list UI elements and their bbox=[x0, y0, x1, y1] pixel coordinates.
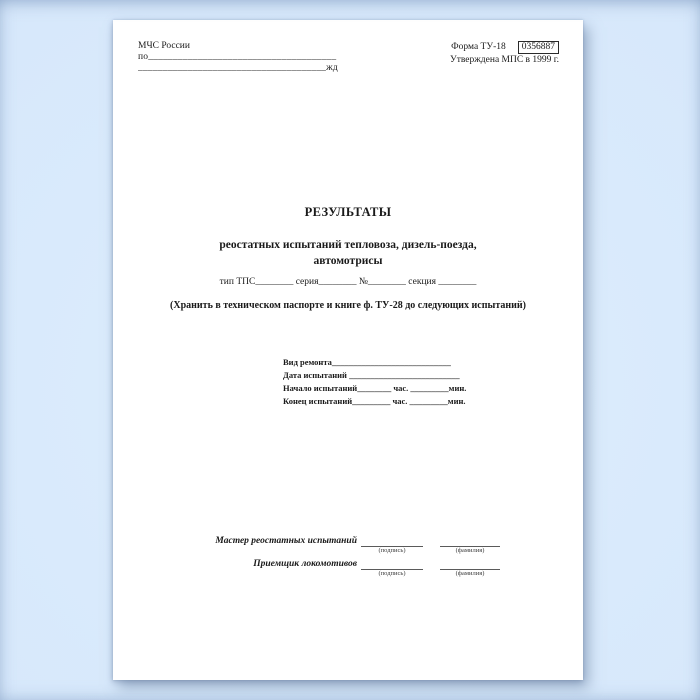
signature-row-master bbox=[113, 536, 500, 555]
name-column bbox=[440, 537, 500, 555]
field-test-end: Конец испытаний_________ час. _________мин. bbox=[283, 396, 466, 406]
title-block bbox=[113, 205, 583, 311]
field-repair-type: Вид ремонта____________________________ bbox=[283, 357, 451, 367]
type-series-line: тип ТПС________ серия________ №________ секция ________ bbox=[219, 277, 477, 287]
form-code: Форма ТУ-18 bbox=[451, 42, 506, 52]
approval-note: Утверждена МПС в 1999 г. bbox=[449, 55, 559, 65]
signature-column bbox=[361, 537, 423, 555]
header-fill-line-zhd: ______________________________________жд bbox=[138, 63, 338, 73]
fields-block bbox=[283, 356, 466, 408]
signature-line bbox=[361, 560, 423, 570]
field-test-start: Начало испытаний________ час. _________мин. bbox=[283, 383, 467, 393]
form-number: 0356887 bbox=[521, 42, 555, 52]
name-line bbox=[440, 560, 500, 570]
signature-label-receiver: Приемщик локомотивов bbox=[253, 559, 357, 569]
header-fill-line-po: по______________________________________ bbox=[138, 52, 337, 62]
storage-note: (Хранить в техническом паспорте и книге ф. ТУ-28 до следующих испытаний) bbox=[170, 300, 526, 311]
document-page bbox=[113, 20, 583, 680]
org-name: МЧС России bbox=[138, 41, 190, 51]
signatures-block bbox=[113, 536, 500, 582]
header-left-block bbox=[138, 41, 353, 74]
familiya-caption: (фамилия) bbox=[455, 547, 485, 554]
signature-line bbox=[361, 537, 423, 547]
document-title: РЕЗУЛЬТАТЫ bbox=[304, 205, 392, 219]
header-right-block bbox=[450, 41, 559, 74]
form-code-row bbox=[450, 41, 559, 54]
document-subtitle-line1: реостатных испытаний тепловоза, дизель-поезда, bbox=[219, 239, 477, 251]
document-header bbox=[138, 41, 559, 74]
podpis-caption: (подпись) bbox=[378, 570, 406, 577]
signature-label-master: Мастер реостатных испытаний bbox=[215, 536, 357, 546]
document-subtitle-line2: автомотрисы bbox=[313, 255, 383, 267]
field-test-date: Дата испытаний __________________________ bbox=[283, 370, 460, 380]
name-line bbox=[440, 537, 500, 547]
signature-row-receiver bbox=[113, 559, 500, 578]
form-number-box bbox=[518, 41, 559, 54]
signature-column bbox=[361, 560, 423, 578]
podpis-caption: (подпись) bbox=[378, 547, 406, 554]
name-column bbox=[440, 560, 500, 578]
familiya-caption: (фамилия) bbox=[455, 570, 485, 577]
